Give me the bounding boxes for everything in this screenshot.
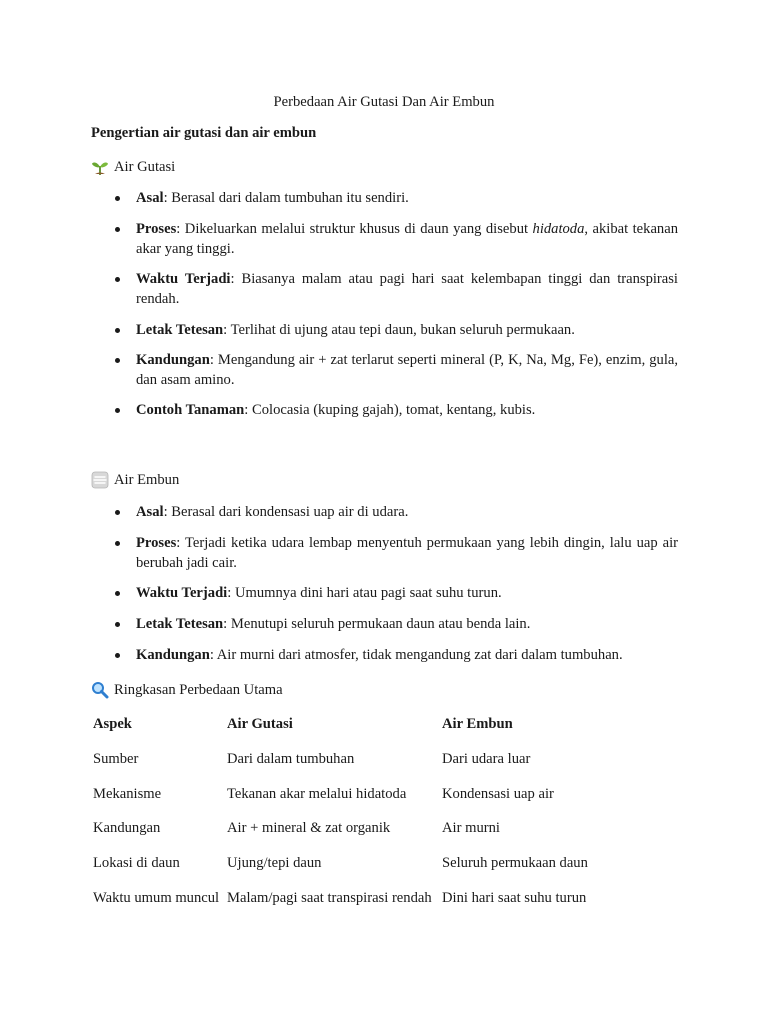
list-item: Kandungan: Mengandung air + zat terlarut seperti mineral (P, K, Na, Mg, Fe), enzim, gula, dan asam amino. [108,350,678,390]
table-cell: Ujung/tepi daun [227,855,322,871]
table-header-cell: Air Embun [442,716,513,732]
gutasi-label: Air Gutasi [114,159,176,175]
table-cell: Dari udara luar [442,751,531,767]
table-header-row [93,714,693,734]
table-header-cell: Aspek [93,716,132,732]
table-header-cell: Air Gutasi [227,716,293,732]
table-cell: Air + mineral & zat organik [227,820,391,836]
table-cell: Kandungan [93,820,161,836]
embun-label: Air Embun [114,472,180,488]
embun-list [108,502,678,665]
list-item: Asal: Berasal dari kondensasi uap air di udara. [108,502,678,522]
table-row [93,749,693,769]
list-item: Waktu Terjadi: Umumnya dini hari atau pagi saat suhu turun. [108,583,678,603]
table-cell: Sumber [93,751,139,767]
table-row [93,853,693,873]
magnifier-icon [91,681,109,699]
list-item: Letak Tetesan: Menutupi seluruh permukaan daun atau benda lain. [108,614,678,634]
table-cell: Mekanisme [93,786,162,802]
list-item: Letak Tetesan: Terlihat di ujung atau tepi daun, bukan seluruh permukaan. [108,320,678,340]
section-heading: Pengertian air gutasi dan air embun [91,125,317,141]
table-cell: Lokasi di daun [93,855,180,871]
table-cell: Seluruh permukaan daun [442,855,588,871]
gutasi-section-label [91,157,175,177]
table-cell: Malam/pagi saat transpirasi rendah [227,890,432,906]
list-item: Waktu Terjadi: Biasanya malam atau pagi hari saat kelembapan tinggi dan transpirasi rendah. [108,269,678,309]
list-item: Asal: Berasal dari dalam tumbuhan itu sendiri. [108,188,678,208]
fog-icon [91,471,109,489]
summary-label: Ringkasan Perbedaan Utama [114,682,283,698]
table-cell: Dini hari saat suhu turun [442,890,587,906]
seedling-icon [91,158,109,176]
table-row [93,818,693,838]
list-item: Proses: Terjadi ketika udara lembap menyentuh permukaan yang lebih dingin, lalu uap air berubah jadi cair. [108,533,678,573]
table-cell: Waktu umum muncul [93,890,220,906]
table-row [93,784,693,804]
list-item: Proses: Dikeluarkan melalui struktur khusus di daun yang disebut hidatoda, akibat tekanan akar yang tinggi. [108,219,678,259]
table-row [93,888,693,908]
list-item: Kandungan: Air murni dari atmosfer, tidak mengandung zat dari dalam tumbuhan. [108,645,678,665]
gutasi-list [108,188,678,420]
document-title: Perbedaan Air Gutasi Dan Air Embun [273,94,495,110]
table-cell: Kondensasi uap air [442,786,554,802]
summary-section-label [91,680,283,700]
table-cell: Dari dalam tumbuhan [227,751,355,767]
list-item: Contoh Tanaman: Colocasia (kuping gajah), tomat, kentang, kubis. [108,400,678,420]
table-cell: Air murni [442,820,500,836]
embun-section-label [91,470,179,490]
table-cell: Tekanan akar melalui hidatoda [227,786,407,802]
